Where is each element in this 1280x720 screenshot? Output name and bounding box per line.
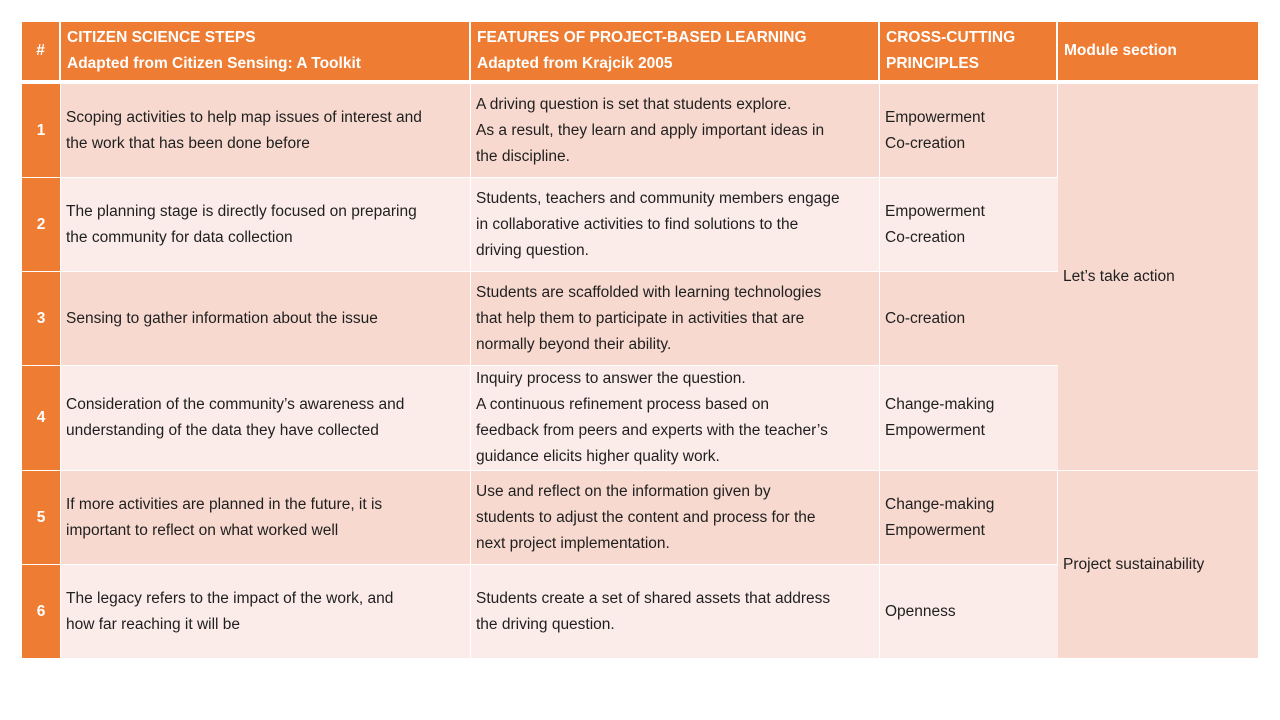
text-line: Co-creation	[885, 309, 966, 327]
text-line: Change-making	[885, 495, 995, 513]
pbl-feature-cell	[471, 471, 880, 565]
header-citizen-science-steps	[61, 22, 471, 84]
text-line: Empowerment	[885, 108, 985, 126]
principles-cell	[880, 565, 1058, 659]
header-citizen-source: Adapted from Citizen Sensing: A Toolkit	[67, 55, 361, 72]
text-line: the community for data collection	[66, 228, 293, 246]
pbl-feature-cell	[471, 366, 880, 471]
text-line: next project implementation.	[476, 534, 670, 552]
header-principles-line1: CROSS-CUTTING	[886, 29, 1016, 46]
principles-cell	[880, 84, 1058, 178]
header-module-section: Module section	[1058, 22, 1258, 84]
text-line: driving question.	[476, 241, 589, 259]
text-line: important to reflect on what worked well	[66, 521, 339, 539]
header-citizen-title: CITIZEN SCIENCE STEPS	[67, 29, 256, 46]
text-line: the driving question.	[476, 615, 615, 633]
text-line: Empowerment	[885, 422, 985, 439]
text-line: the discipline.	[476, 147, 570, 165]
principles-cell	[880, 366, 1058, 471]
text-line: The planning stage is directly focused on preparing	[66, 202, 417, 220]
table-row	[22, 471, 1258, 565]
text-line: students to adjust the content and process for the	[476, 508, 816, 526]
module-section-cell: Project sustainability	[1058, 471, 1258, 659]
text-line: normally beyond their ability.	[476, 335, 672, 353]
row-number: 1	[22, 84, 61, 178]
row-number: 6	[22, 565, 61, 659]
citizen-step-cell	[61, 565, 471, 659]
header-number: #	[22, 22, 61, 84]
table-row	[22, 84, 1258, 178]
text-line: how far reaching it will be	[66, 615, 241, 633]
citizen-step-cell	[61, 366, 471, 471]
text-line: feedback from peers and experts with the teacher’s	[476, 422, 828, 439]
row-number: 4	[22, 366, 61, 471]
pbl-feature-cell	[471, 178, 880, 272]
text-line: understanding of the data they have collected	[66, 422, 379, 439]
text-line: Students are scaffolded with learning technologies	[476, 283, 822, 301]
text-line: Empowerment	[885, 521, 985, 539]
text-line: Empowerment	[885, 202, 985, 220]
text-line: Students, teachers and community members engage	[476, 189, 840, 207]
text-line: Co-creation	[885, 134, 966, 152]
text-line: Change-making	[885, 396, 995, 413]
text-line: Openness	[885, 602, 956, 620]
pbl-feature-cell	[471, 272, 880, 366]
module-section-cell: Let’s take action	[1058, 84, 1258, 471]
text-line: The legacy refers to the impact of the work, and	[66, 589, 394, 607]
row-number: 2	[22, 178, 61, 272]
citizen-step-cell	[61, 272, 471, 366]
text-line: the work that has been done before	[66, 134, 310, 152]
header-pbl-source: Adapted from Krajcik 2005	[477, 55, 673, 72]
header-principles-line2: PRINCIPLES	[886, 55, 980, 72]
header-pbl-title: FEATURES OF PROJECT-BASED LEARNING	[477, 29, 807, 46]
text-line: guidance elicits higher quality work.	[476, 448, 720, 465]
row-number: 3	[22, 272, 61, 366]
text-line: Co-creation	[885, 228, 966, 246]
text-line: A continuous refinement process based on	[476, 396, 769, 413]
header-pbl-features	[471, 22, 880, 84]
text-line: Students create a set of shared assets that address	[476, 589, 831, 607]
header-cross-cutting-principles	[880, 22, 1058, 84]
principles-cell	[880, 178, 1058, 272]
text-line: Inquiry process to answer the question.	[476, 370, 746, 387]
text-line: Use and reflect on the information given by	[476, 482, 771, 500]
principles-cell	[880, 272, 1058, 366]
text-line: Scoping activities to help map issues of interest and	[66, 108, 422, 126]
text-line: As a result, they learn and apply important ideas in	[476, 121, 825, 139]
text-line: in collaborative activities to find solutions to the	[476, 215, 799, 233]
text-line: A driving question is set that students explore.	[476, 95, 792, 113]
text-line: Sensing to gather information about the issue	[66, 309, 378, 327]
text-line: If more activities are planned in the future, it is	[66, 495, 383, 513]
header-row	[22, 22, 1258, 84]
citizen-step-cell	[61, 84, 471, 178]
text-line: that help them to participate in activities that are	[476, 309, 805, 327]
pbl-feature-cell	[471, 84, 880, 178]
text-line: Consideration of the community’s awareness and	[66, 396, 405, 413]
pbl-feature-cell	[471, 565, 880, 659]
row-number: 5	[22, 471, 61, 565]
citizen-step-cell	[61, 178, 471, 272]
citizen-step-cell	[61, 471, 471, 565]
steps-table	[22, 22, 1258, 659]
principles-cell	[880, 471, 1058, 565]
